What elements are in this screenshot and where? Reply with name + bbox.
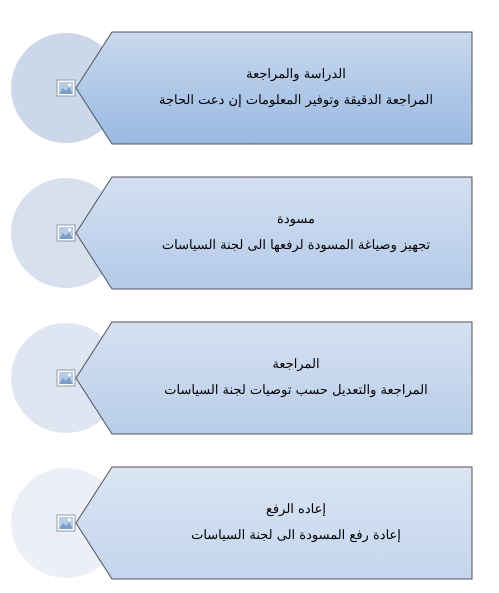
step-description: المراجعة والتعديل حسب توصيات لجنة السياسات [164,383,428,398]
step-title: إعاده الرفع [266,502,326,517]
step-1 [11,32,472,144]
step-title: الدراسة والمراجعة [246,67,346,82]
step-banner [76,467,472,579]
step-banner [76,32,472,144]
step-title: مسودة [277,212,315,227]
image-placeholder-icon [57,515,75,531]
step-3 [11,322,472,434]
image-placeholder-icon [57,80,75,96]
step-title: المراجعة [272,357,320,372]
step-2 [11,177,472,289]
step-description: تجهيز وصياغة المسودة لرفعها الى لجنة السياسات [161,238,431,253]
image-placeholder-icon [57,225,75,241]
step-4 [11,467,472,579]
image-placeholder-icon [57,370,75,386]
step-banner [76,177,472,289]
step-description: إعادة رفع المسودة الى لجنة السياسات [191,528,401,543]
step-banner [76,322,472,434]
step-description: المراجعة الدقيقة وتوفير المعلومات إن دعت الحاجة [159,93,433,108]
